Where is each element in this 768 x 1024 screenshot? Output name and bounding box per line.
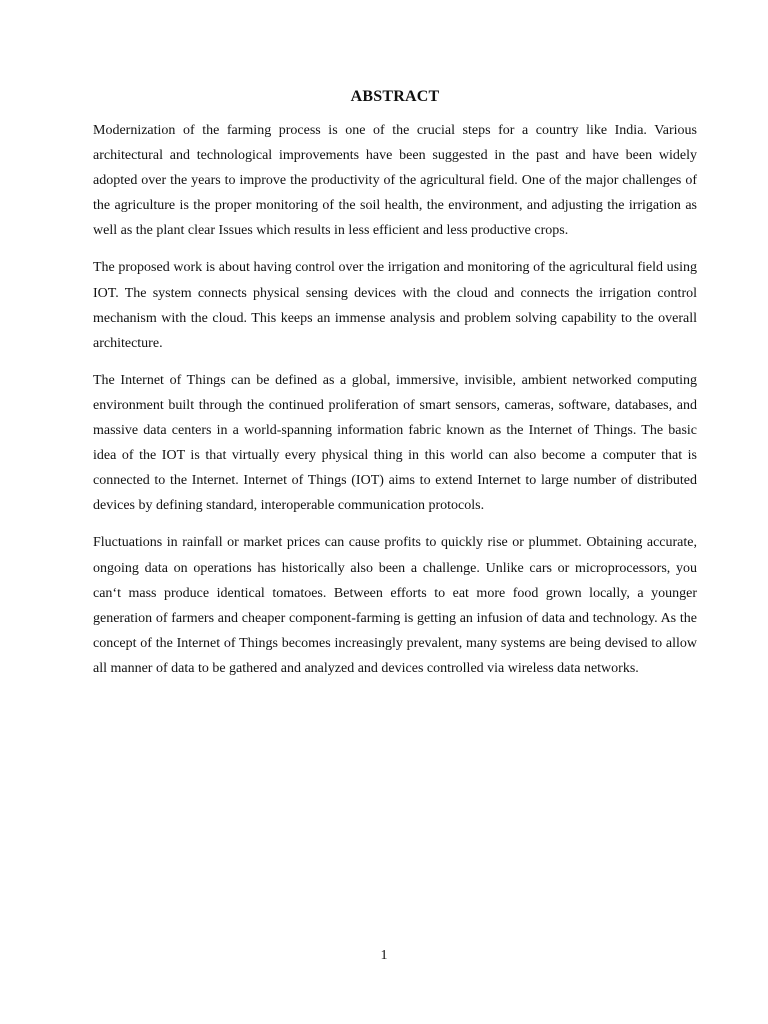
paragraph-4: Fluctuations in rainfall or market prices can cause profits to quickly rise or plummet. Obtaining accurate, ongoing data on operations has historically also been a challenge. Unlike cars or microprocessors, you can‘t mass produce identical tomatoes. Between efforts to eat more food grown locally, a younger generation of farmers and cheaper component-farming is getting an infusion of data and technology. As the concept of the Internet of Things becomes increasingly prevalent, many systems are being devised to allow all manner of data to be gathered and analyzed and devices controlled via wireless data networks. bbox=[93, 535, 697, 676]
page-content bbox=[93, 86, 697, 693]
page-title: ABSTRACT bbox=[350, 88, 440, 105]
paragraph-1: Modernization of the farming process is one of the crucial steps for a country like India. Various architectural and technological improvements have been suggested in the past and have been widely adopted over the years to improve the productivity of the agricultural field. One of the major challenges of the agriculture is the proper monitoring of the soil health, the environment, and adjusting the irrigation as well as the plant clear Issues which results in less efficient and less productive crops. bbox=[93, 123, 697, 239]
paragraph-3: The Internet of Things can be defined as a global, immersive, invisible, ambient networked computing environment built through the continued proliferation of smart sensors, cameras, software, databases, and massive data centers in a world-spanning information fabric known as the Internet of Things. The basic idea of the IOT is that virtually every physical thing in this world can also become a computer that is connected to the Internet. Internet of Things (IOT) aims to extend Internet to large number of distributed devices by defining standard, interoperable communication protocols. bbox=[93, 372, 697, 514]
paragraph-2: The proposed work is about having control over the irrigation and monitoring of the agricultural field using IOT. The system connects physical sensing devices with the cloud and connects the irrigation control mechanism with the cloud. This keeps an immense analysis and problem solving capability to the overall architecture. bbox=[93, 260, 697, 351]
page-number: 1 bbox=[380, 948, 388, 963]
